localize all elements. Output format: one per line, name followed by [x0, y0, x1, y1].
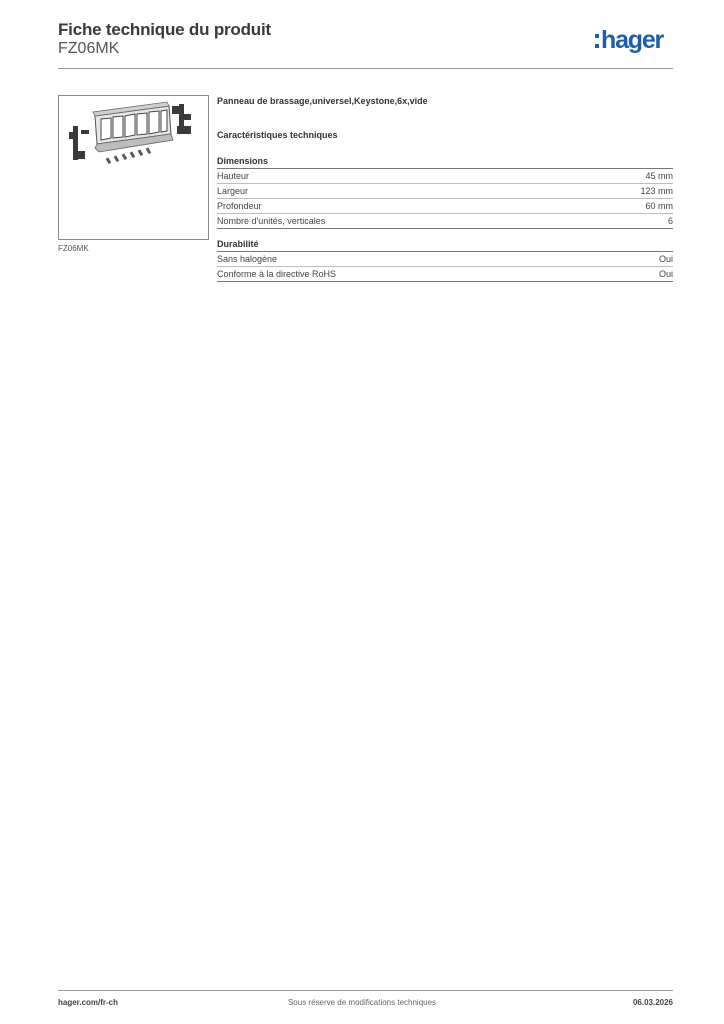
product-code: FZ06MK [58, 40, 120, 57]
table-row [217, 214, 673, 229]
header-divider [58, 68, 673, 69]
row-value: 45 mm [645, 171, 673, 181]
table-row [217, 252, 673, 267]
product-image [58, 95, 209, 240]
footer-notice: Sous réserve de modifications techniques [287, 998, 437, 1007]
row-value: 123 mm [640, 186, 673, 196]
table-row [217, 169, 673, 184]
patch-panel-product-icon [59, 96, 208, 239]
table-row [217, 199, 673, 214]
row-label: Sans halogène [217, 254, 278, 264]
table-row [217, 184, 673, 199]
row-label: Hauteur [217, 171, 250, 181]
row-label: Largeur [217, 186, 249, 196]
footer-divider [58, 990, 673, 991]
image-caption: FZ06MK [58, 244, 89, 253]
row-value: Oui [658, 254, 673, 264]
row-label: Profondeur [217, 201, 262, 211]
row-label: Conforme à la directive RoHS [217, 269, 337, 279]
document-title: Fiche technique du produit [58, 20, 271, 39]
table-heading: Durabilité [217, 239, 673, 252]
footer-date: 06.03.2026 [632, 998, 673, 1007]
table-heading: Dimensions [217, 156, 673, 169]
table-row [217, 267, 673, 282]
logo-text: hager [601, 26, 664, 54]
row-value: Oui [658, 269, 673, 279]
footer-website: hager.com/fr-ch [58, 998, 119, 1007]
characteristics-heading: Caractéristiques techniques [217, 130, 338, 140]
durability-table [217, 239, 673, 282]
dimensions-table [217, 156, 673, 229]
logo-colon-icon [595, 34, 599, 48]
row-value: 60 mm [645, 201, 673, 211]
row-label: Nombre d'unités, verticales [217, 216, 326, 226]
row-value: 6 [667, 216, 673, 226]
hager-logo [595, 26, 663, 54]
product-title: Panneau de brassage,universel,Keystone,6x,vide [217, 96, 428, 106]
